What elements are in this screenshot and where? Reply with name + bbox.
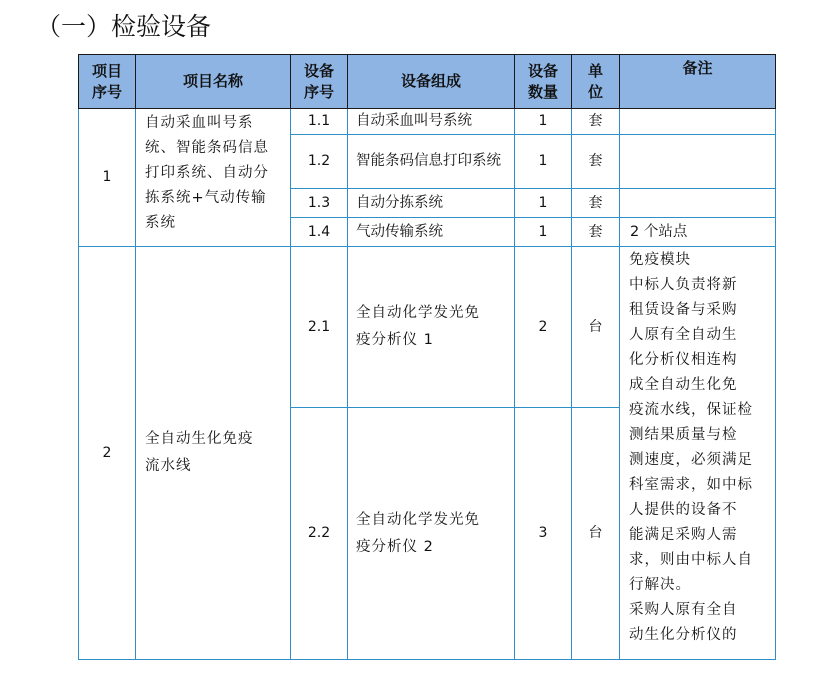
header-item-no [79, 55, 136, 109]
remark-line: 人原有全自动生 [629, 327, 738, 343]
remark-line: 成全自动生化免 [629, 377, 738, 393]
qty-cell: 1 [515, 218, 572, 247]
component-cell: 自动采血叫号系统 [348, 109, 515, 135]
remark-line: 租赁设备与采购 [629, 302, 738, 318]
header-equip-qty-l1: 设备 [527, 61, 558, 80]
header-unit [572, 55, 620, 109]
header-item-name: 项目名称 [136, 55, 291, 109]
equip-no-cell: 1.4 [291, 218, 348, 247]
unit-cell: 套 [572, 135, 620, 189]
table-row [79, 109, 776, 135]
item-name-line: 统、智能条码信息 [145, 140, 269, 156]
equip-no-cell: 1.1 [291, 109, 348, 135]
section-heading: （一）检验设备 [36, 12, 212, 41]
remark-line: 疫流水线，保证检 [629, 402, 753, 418]
unit-cell: 套 [572, 218, 620, 247]
remark-line: 人提供的设备不 [629, 502, 738, 518]
remark-line: 采购人原有全自 [629, 602, 738, 618]
qty-cell: 1 [515, 109, 572, 135]
component-line: 全自动化学发光免 [356, 511, 480, 528]
qty-cell: 3 [515, 408, 572, 660]
equip-no-cell: 2.2 [291, 408, 348, 660]
qty-cell: 1 [515, 135, 572, 189]
equipment-table [78, 54, 776, 660]
header-item-no-l1: 项目 [91, 61, 122, 80]
remark-cell [620, 189, 776, 218]
remark-line: 行解决。 [629, 577, 691, 593]
unit-cell: 套 [572, 189, 620, 218]
remark-cell [620, 247, 776, 660]
remark-line: 化分析仪相连构 [629, 352, 738, 368]
header-equip-no [291, 55, 348, 109]
item-name-line: 系统 [145, 215, 176, 231]
unit-cell: 套 [572, 109, 620, 135]
remark-cell [620, 135, 776, 189]
remark-line: 科室需求，如中标 [629, 477, 753, 493]
header-equip-no-l1: 设备 [303, 61, 334, 80]
item-no-cell: 2 [79, 247, 136, 660]
qty-cell: 1 [515, 189, 572, 218]
remark-line: 免疫模块 [629, 252, 691, 268]
header-equip-comp: 设备组成 [348, 55, 515, 109]
component-line: 疫分析仪 2 [356, 538, 434, 555]
component-cell [348, 247, 515, 408]
remark-line: 测结果质量与检 [629, 427, 738, 443]
component-line: 全自动化学发光免 [356, 305, 480, 321]
remark-line: 求，则由中标人自 [629, 552, 753, 568]
component-cell: 气动传输系统 [348, 218, 515, 247]
component-line: 疫分析仪 1 [356, 332, 434, 348]
remark-line: 动生化分析仪的 [629, 627, 738, 643]
header-equip-no-l2: 序号 [303, 82, 334, 101]
table-header-row [79, 55, 776, 109]
header-remarks: 备注 [620, 55, 776, 109]
table-row [79, 247, 776, 408]
item-name-line: 全自动生化免疫 [145, 431, 254, 447]
remark-cell: 2 个站点 [620, 218, 776, 247]
equip-no-cell: 1.2 [291, 135, 348, 189]
header-unit-l2: 位 [587, 82, 603, 101]
item-no-cell: 1 [79, 109, 136, 247]
equip-no-cell: 2.1 [291, 247, 348, 408]
component-cell: 自动分拣系统 [348, 189, 515, 218]
unit-cell: 台 [572, 408, 620, 660]
item-name-line: 自动采血叫号系 [145, 115, 254, 131]
item-name-cell [136, 109, 291, 247]
equip-no-cell: 1.3 [291, 189, 348, 218]
header-equip-qty-l2: 数量 [527, 82, 558, 101]
item-name-line: 拣系统+气动传输 [145, 190, 267, 206]
header-unit-l1: 单 [587, 61, 603, 80]
remark-cell [620, 109, 776, 135]
header-item-no-l2: 序号 [91, 82, 122, 101]
component-cell [348, 408, 515, 660]
item-name-line: 打印系统、自动分 [145, 165, 269, 181]
component-text: 智能条码信息打印系统 [356, 153, 501, 169]
remark-line: 测速度，必须满足 [629, 452, 753, 468]
qty-cell: 2 [515, 247, 572, 408]
remark-line: 能满足采购人需 [629, 527, 738, 543]
unit-cell: 台 [572, 247, 620, 408]
header-equip-qty [515, 55, 572, 109]
component-cell [348, 135, 515, 189]
remark-line: 中标人负责将新 [629, 277, 738, 293]
item-name-cell [136, 247, 291, 660]
item-name-line: 流水线 [145, 458, 192, 474]
